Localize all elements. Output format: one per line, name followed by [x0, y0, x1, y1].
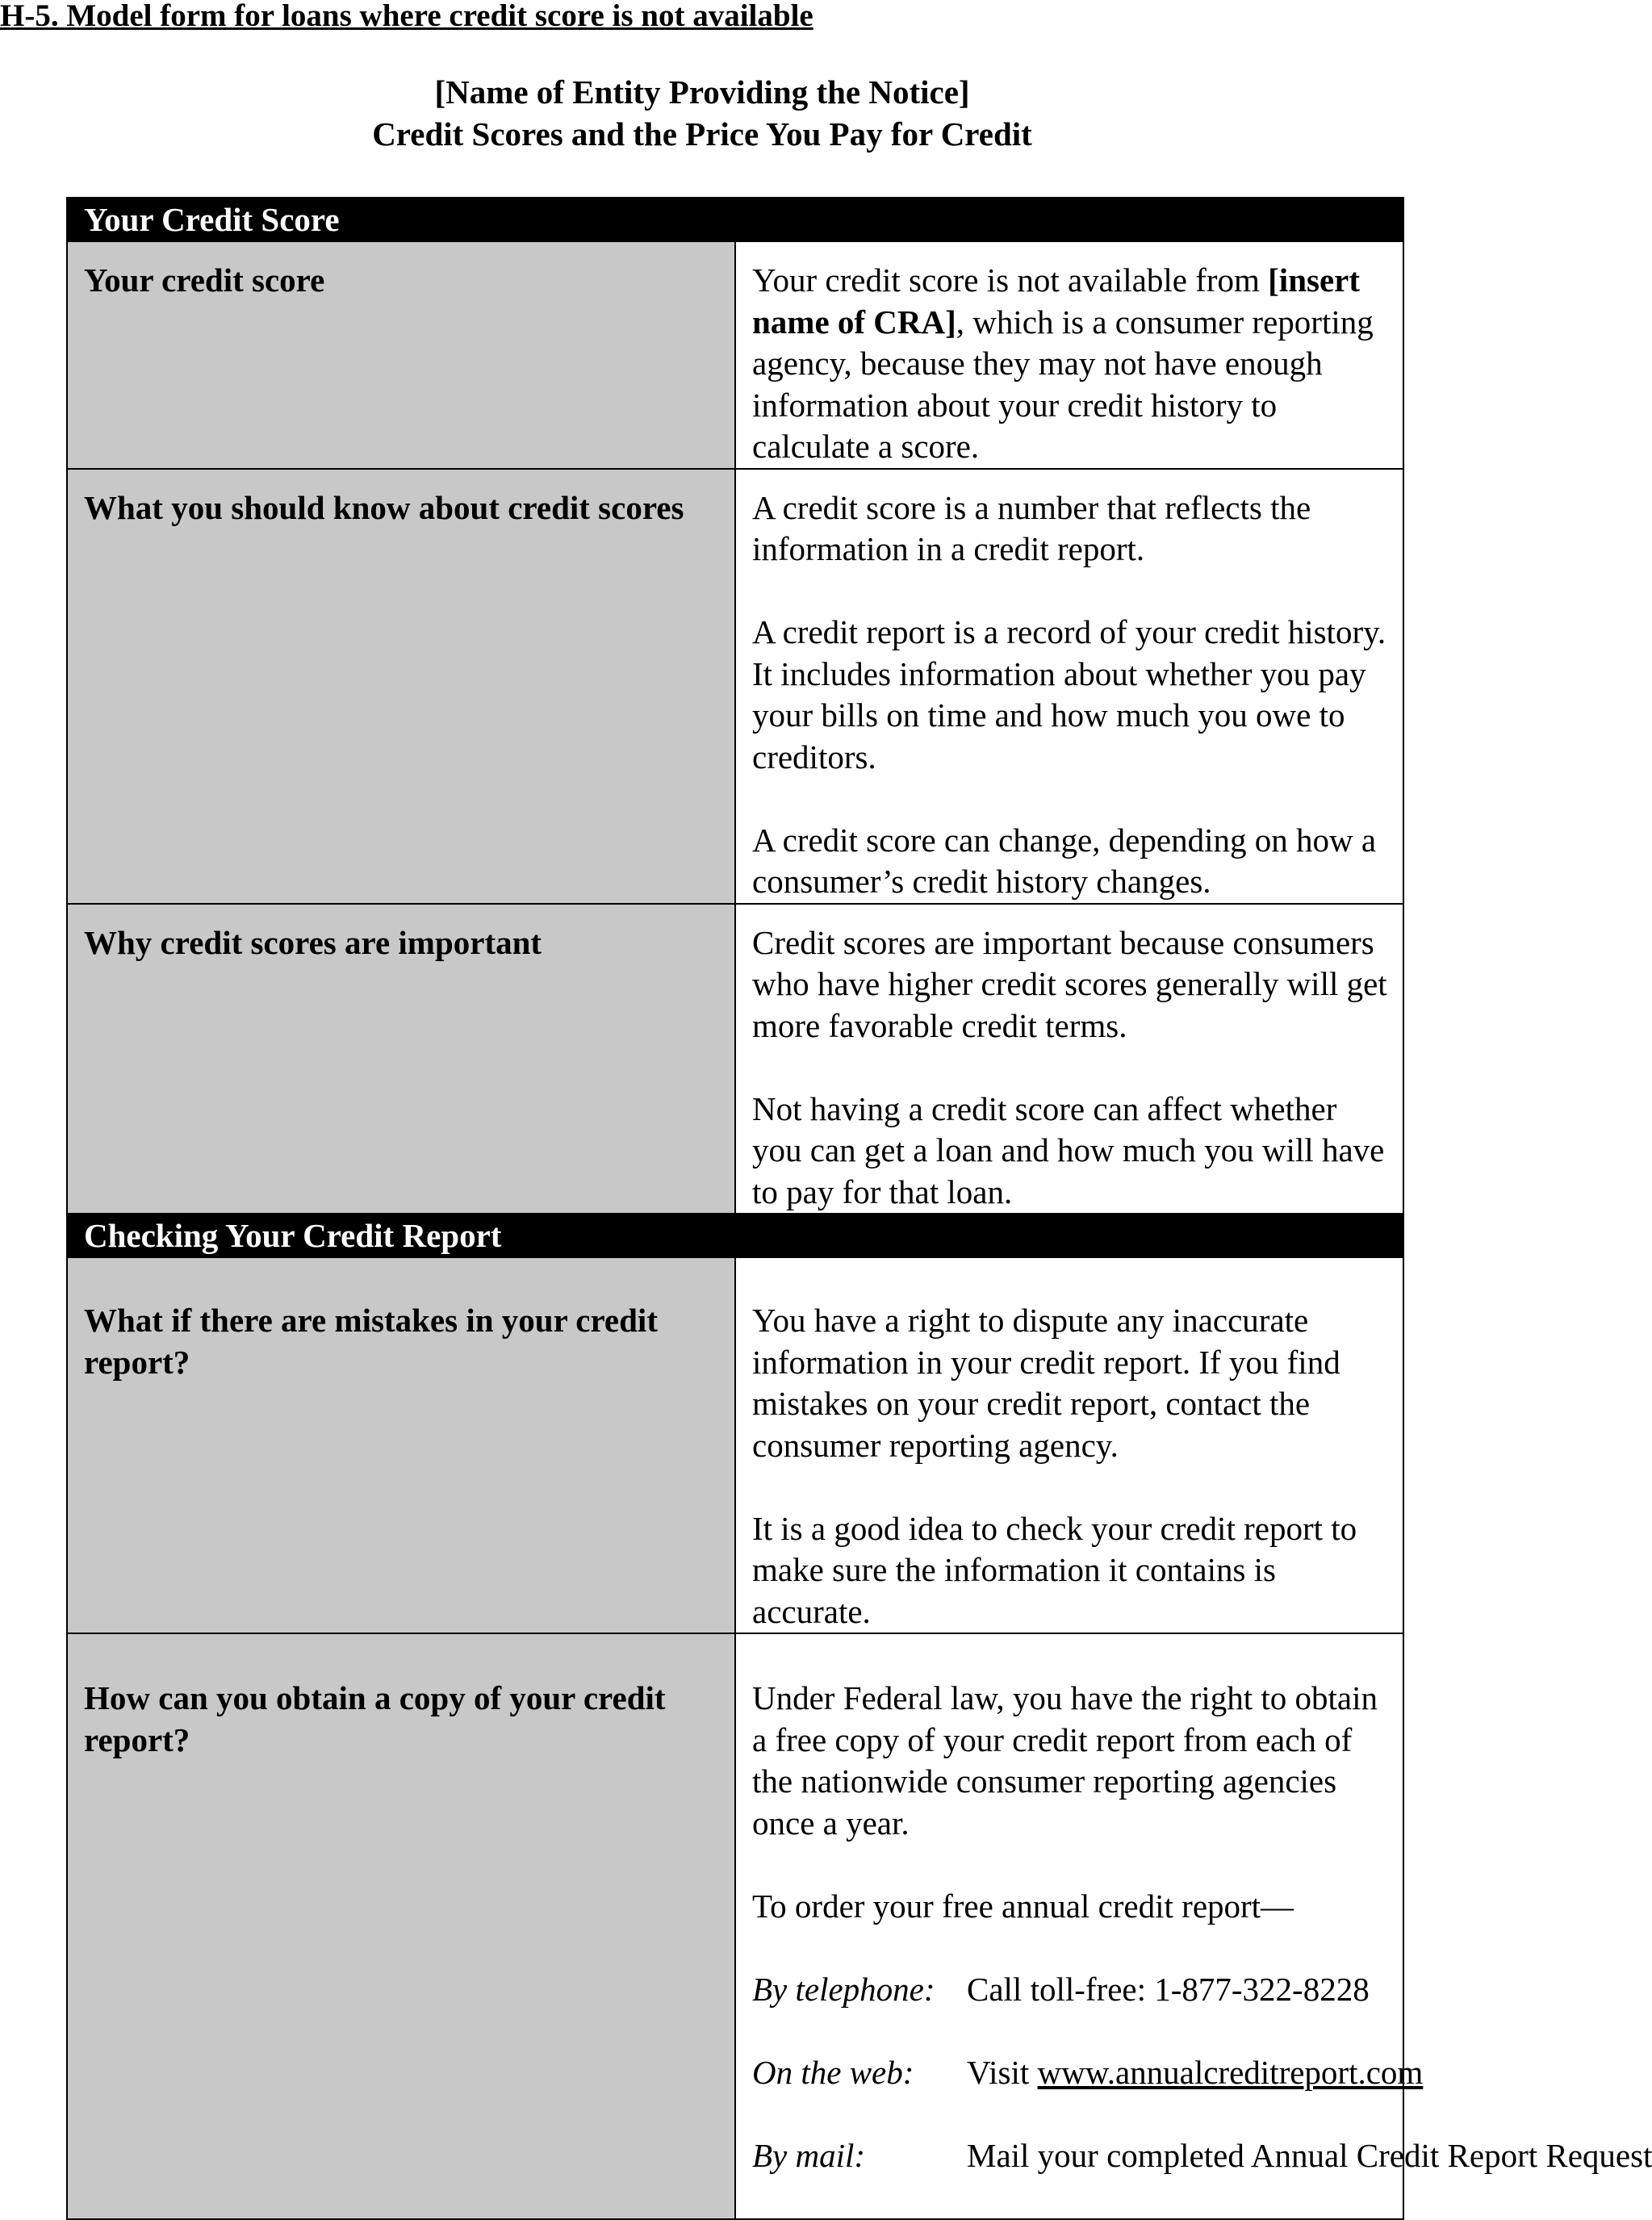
order-method-label: On the web:	[752, 2053, 914, 2091]
annual-credit-report-link[interactable]: www.annualcreditreport.com	[1037, 2053, 1424, 2091]
row-content-why-important	[735, 904, 1403, 1215]
credit-score-statement	[752, 260, 1395, 468]
row-label-your-credit-score: Your credit score	[67, 241, 735, 469]
table-row	[67, 241, 1403, 469]
table-row	[67, 469, 1403, 904]
paragraph: A credit score is a number that reflects the information in a credit report.	[752, 488, 1311, 567]
paragraph: You have a right to dispute any inaccurate information in your credit report. If you find mistakes on your credit report, contact the consumer reporting agency.	[752, 1302, 1340, 1464]
table-row	[67, 1257, 1403, 1633]
table-row	[67, 904, 1403, 1215]
section-header-checking-report: Checking Your Credit Report	[67, 1214, 1403, 1257]
statement-text: Your credit score is not available from	[752, 261, 1269, 299]
form-heading: H-5. Model form for loans where credit score is not available	[0, 0, 813, 33]
entity-name-placeholder: [Name of Entity Providing the Notice]	[434, 73, 970, 111]
section-header-row	[67, 198, 1403, 241]
table-row	[67, 1633, 1403, 2219]
paragraph: A credit score can change, depending on how a consumer’s credit history changes.	[752, 821, 1377, 900]
paragraph: It is a good idea to check your credit report to make sure the information it contains is accurate.	[752, 1509, 1357, 1630]
paragraph: To order your free annual credit report—	[752, 1887, 1294, 1925]
credit-score-notice-table	[66, 197, 1652, 2220]
row-content-obtain-copy	[735, 1633, 1652, 2219]
order-method-telephone	[752, 1969, 1395, 2011]
cra-name-placeholder: [insert name of CRA]	[752, 261, 1361, 341]
paragraph: A credit report is a record of your credit history. It includes information about whether you pay your bills on time and how much you owe to creditors.	[752, 613, 1386, 776]
order-method-label: By mail:	[752, 2136, 866, 2174]
statement-text: , which is a consumer reporting agency, because they may not have enough information about your credit history to calculate a score.	[752, 303, 1374, 465]
order-method-web	[752, 2052, 1424, 2094]
notice-title	[0, 71, 1404, 155]
web-instruction	[967, 2052, 1423, 2094]
row-label-what-you-should-know: What you should know about credit scores	[67, 469, 735, 904]
row-content-what-you-should-know	[735, 469, 1403, 904]
paragraph: Credit scores are important because consumers who have higher credit scores generally will get more favorable credit terms.	[752, 923, 1387, 1044]
telephone-number: Call toll-free: 1-877-322-8228	[967, 1970, 1370, 2008]
paragraph: Not having a credit score can affect whether you can get a loan and how much you will have to pay for that loan.	[752, 1089, 1385, 1210]
row-content-your-credit-score	[735, 241, 1403, 469]
row-label-obtain-copy: How can you obtain a copy of your credit report?	[67, 1633, 735, 2219]
mail-instruction: Mail your completed Annual Credit Report Request	[967, 2136, 1652, 2174]
section-header-row	[67, 1214, 1403, 1257]
order-method-mail	[752, 2135, 1652, 2177]
web-instruction-prefix: Visit	[967, 2053, 1038, 2091]
order-method-label: By telephone:	[752, 1970, 935, 2008]
section-header-your-credit-score: Your Credit Score	[67, 198, 1403, 241]
paragraph: Under Federal law, you have the right to obtain a free copy of your credit report from each of the nationwide consumer reporting agencies once a year.	[752, 1679, 1378, 1842]
row-label-mistakes: What if there are mistakes in your credit report?	[67, 1257, 735, 1633]
row-label-why-important: Why credit scores are important	[67, 904, 735, 1215]
row-content-mistakes	[735, 1257, 1403, 1633]
notice-subtitle: Credit Scores and the Price You Pay for Credit	[372, 115, 1032, 153]
